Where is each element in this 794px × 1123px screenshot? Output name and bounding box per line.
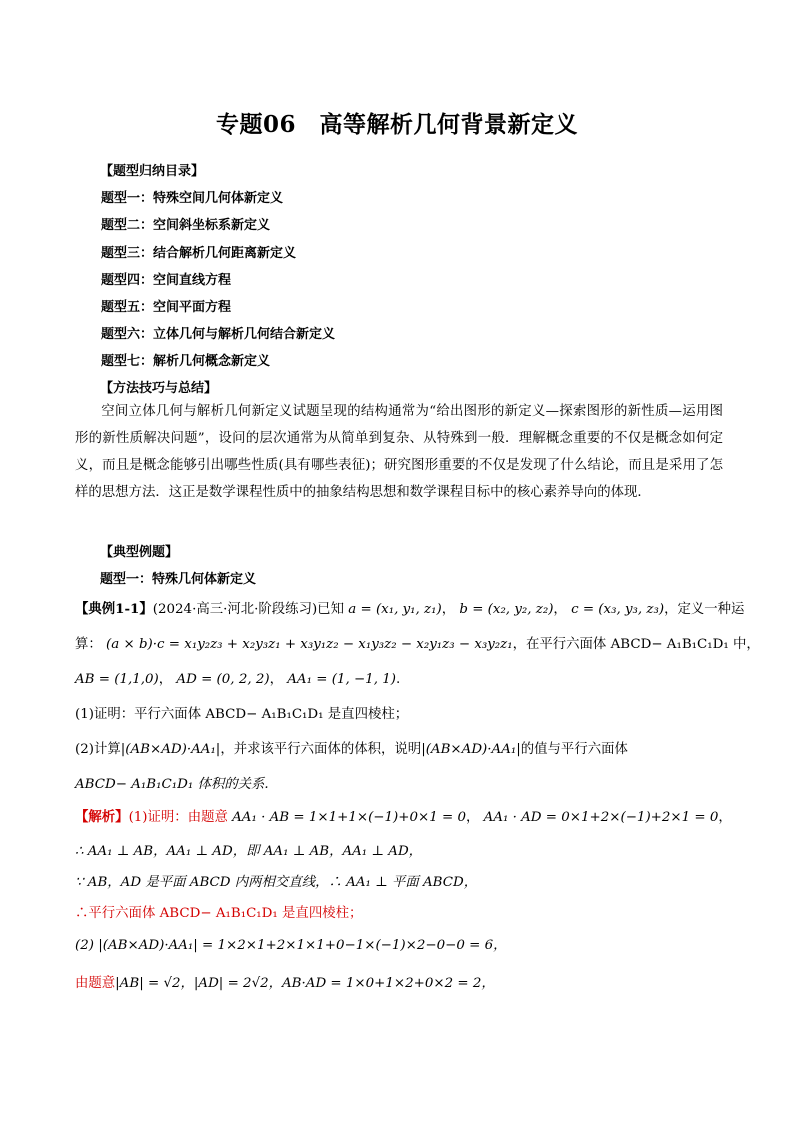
solution-expr-6: |AB| = √2，|AD| = 2√2，AB·AD = 1×0+1×2+0×2 = 2， <box>115 976 495 991</box>
examples-heading: 【典型例题】 <box>100 545 179 560</box>
q2-prefix: (2)计算 <box>75 742 121 757</box>
question-2 <box>75 738 628 757</box>
given-ab: AB = (1,1,0) <box>75 672 159 687</box>
example-line-3: AB = (1,1,0)， AD = (0, 2, 2)， AA₁ = (1, −1, 1). <box>75 672 401 687</box>
q2-end: 的值与平行六面体 <box>520 742 628 757</box>
method-heading: 【方法技巧与总结】 <box>100 381 218 396</box>
q2-mid: ，并求该平行六面体的体积，说明 <box>220 742 422 757</box>
question-1: (1)证明：平行六面体 ABCD− A₁B₁C₁D₁ 是直四棱柱； <box>75 707 409 722</box>
given-aa1: AA₁ = (1, −1, 1) <box>287 672 396 687</box>
toc-item-1: 题型一：特殊空间几何体新定义 <box>101 191 284 206</box>
solution-line-6 <box>75 972 495 991</box>
toc-item-4: 题型四：空间直线方程 <box>101 273 232 288</box>
solution-line-2: ∴ AA₁ ⊥ AB，AA₁ ⊥ AD，即 AA₁ ⊥ AB，AA₁ ⊥ AD， <box>75 844 423 859</box>
calc-suffix: ，在平行六面体 ABCD− A₁B₁C₁D₁ 中， <box>512 637 760 652</box>
solution-s1-prefix: (1)证明：由题意 <box>128 810 228 825</box>
example-line-1: 【典例1-1】(2024·高三·河北·阶段练习)已知 a = (x₁, y₁, z₁)， b = (x₂, y₂, z₂)， c = (x₃, y₃, z₃)，定义一种运 <box>75 601 745 617</box>
toc-item-2: 题型二：空间斜坐标系新定义 <box>101 218 271 233</box>
method-text: 空间立体几何与解析几何新定义试题呈现的结构通常为“给出图形的新定义—探索图形的新性质—运用图形的新性质解决问题”，设问的层次通常为从简单到复杂、从特殊到一般．理解概念重要的不仅是概念如何定义，而且是概念能够引出哪些性质(具有哪些表征)；研究图形重要的不仅是发现了什么结论，而且是采用了怎样的思想方法．这正是数学课程性质中的抽象结构思想和数学课程目标中的核心素养导向的体现． <box>75 404 723 500</box>
page-title: 专题06 高等解析几何背景新定义 <box>215 111 578 138</box>
solution-expr-2: AA₁ · AD = 0×1+2×(−1)+2×1 = 0 <box>483 810 719 825</box>
toc-item-5: 题型五：空间平面方程 <box>101 300 232 315</box>
type1-heading: 题型一：特殊几何体新定义 <box>100 572 257 587</box>
solution-line-3: ∵ AB，AD 是平面 ABCD 内两相交直线，∴ AA₁ ⊥ 平面 ABCD， <box>75 875 478 890</box>
method-body <box>75 398 723 506</box>
solution-label: 【解析】 <box>75 809 129 825</box>
toc-heading: 【题型归纳目录】 <box>100 164 205 179</box>
vector-a: a = (x₁, y₁, z₁) <box>348 602 442 617</box>
q2-expression-repeat: |(AB×AD)·AA₁| <box>421 742 521 757</box>
toc-item-7: 题型七：解析几何概念新定义 <box>101 354 271 369</box>
example-label: 【典例1-1】 <box>75 601 153 617</box>
toc-item-3: 题型三：结合解析几何距离新定义 <box>101 246 297 261</box>
define-text: ，定义一种运 <box>664 602 745 617</box>
calc-formula: (a × b)·c = x₁y₂z₃ + x₂y₃z₁ + x₃y₁z₂ − x₁y₃z₂ − x₂y₁z₃ − x₃y₂z₁ <box>106 637 513 652</box>
solution-line-1: 【解析】(1)证明：由题意 AA₁ · AB = 1×1+1×(−1)+0×1 = 0， AA₁ · AD = 0×1+2×(−1)+2×1 = 0， <box>75 809 732 825</box>
calc-prefix: 算： <box>75 637 102 652</box>
solution-line-4: ∴平行六面体 ABCD− A₁B₁C₁D₁ 是直四棱柱； <box>75 906 363 921</box>
example-source: (2024·高三·河北·阶段练习)已知 <box>152 602 344 617</box>
example-line-2 <box>75 633 760 652</box>
question-2-cont: ABCD− A₁B₁C₁D₁ 体积的关系. <box>75 777 269 792</box>
given-ad: AD = (0, 2, 2) <box>176 672 270 687</box>
q2-expression: |(AB×AD)·AA₁| <box>120 742 221 757</box>
toc-item-6: 题型六：立体几何与解析几何结合新定义 <box>101 327 336 342</box>
solution-line-5: (2) |(AB×AD)·AA₁| = 1×2×1+2×1×1+0−1×(−1)×2−0−0 = 6， <box>75 938 507 953</box>
solution-expr-1: AA₁ · AB = 1×1+1×(−1)+0×1 = 0 <box>232 810 466 825</box>
vector-b: b = (x₂, y₂, z₂) <box>459 602 554 617</box>
vector-c: c = (x₃, y₃, z₃) <box>571 602 665 617</box>
solution-s6-prefix: 由题意 <box>75 976 116 991</box>
